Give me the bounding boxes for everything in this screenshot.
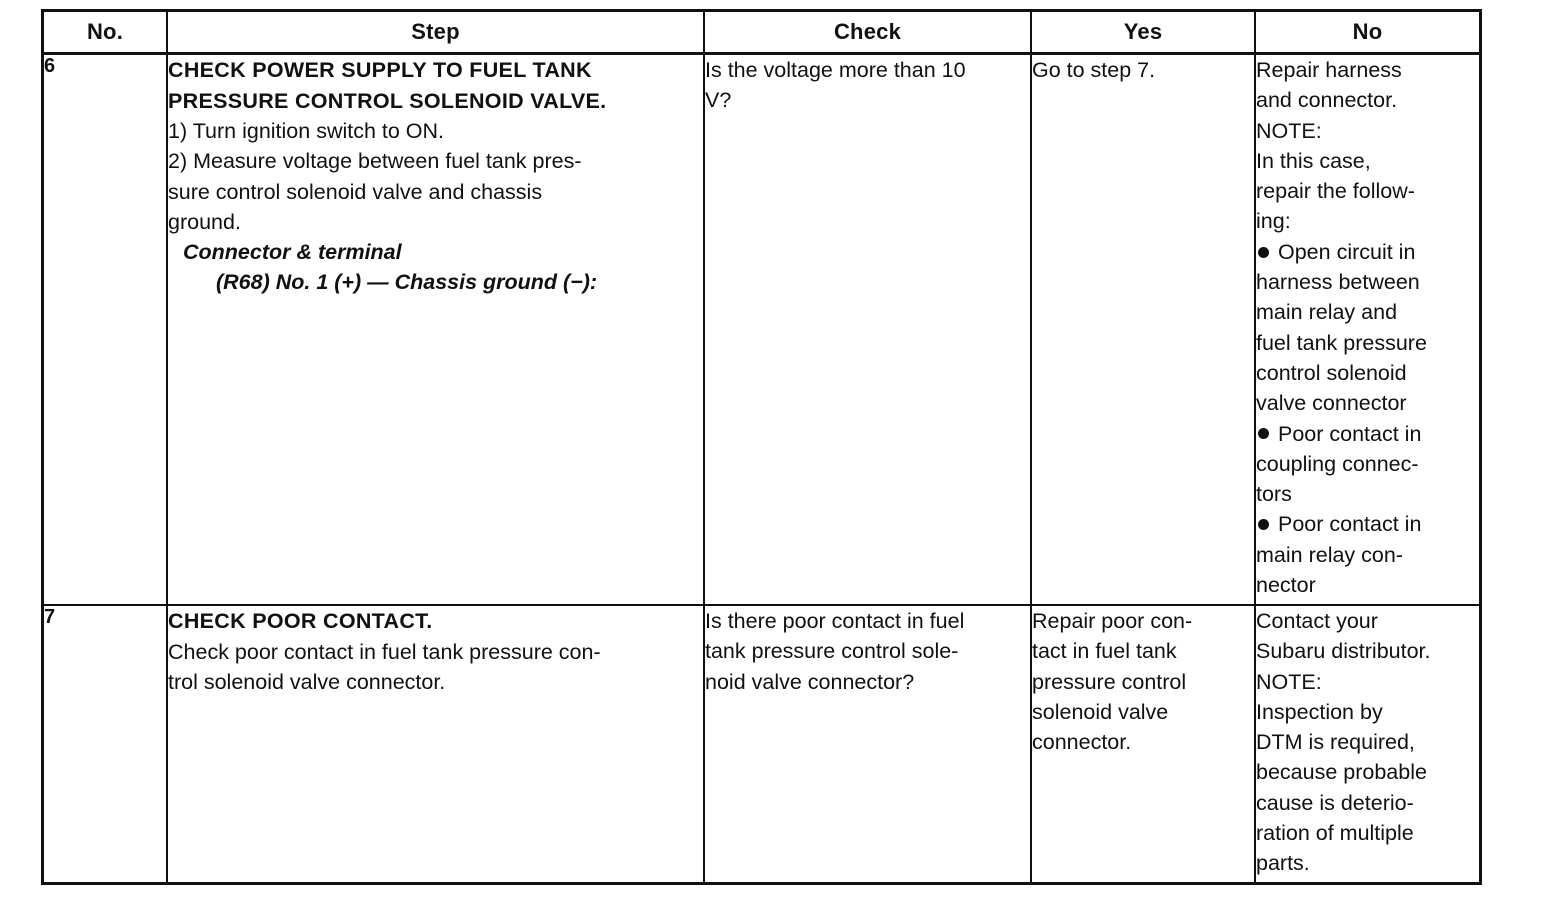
bullet-icon xyxy=(1258,519,1269,530)
step-text-line: 1) Turn ignition switch to ON. xyxy=(168,119,445,143)
step-title xyxy=(168,55,703,116)
check-text-line: noid valve connector? xyxy=(705,669,915,694)
bullet-text-line: main relay and xyxy=(1256,300,1398,325)
step-cell xyxy=(167,54,704,606)
bullet-text-line: harness between xyxy=(1256,270,1420,295)
table-row xyxy=(44,605,1479,884)
header-yes: Yes xyxy=(1031,12,1255,54)
bullet-text-line: valve connector xyxy=(1256,391,1407,416)
step-cell xyxy=(167,605,704,884)
no-text-line: Repair harness xyxy=(1256,58,1402,82)
bullet-text-line: control solenoid xyxy=(1256,360,1407,385)
bullet-item xyxy=(1256,509,1479,600)
bullet-text-line: Open circuit in xyxy=(1278,239,1416,264)
no-text-line: Contact your xyxy=(1256,609,1378,633)
no-text-line: and connector. xyxy=(1256,88,1398,113)
check-cell xyxy=(704,605,1031,884)
check-cell xyxy=(704,54,1031,606)
step-title-line: PRESSURE CONTROL SOLENOID VALVE. xyxy=(168,88,607,113)
bullet-text-line: main relay con- xyxy=(1256,542,1403,567)
step-text-line: sure control solenoid valve and chassis xyxy=(168,179,543,204)
header-check: Check xyxy=(704,12,1031,54)
yes-cell xyxy=(1031,54,1255,606)
bullet-text-line: coupling connec- xyxy=(1256,451,1419,476)
step-text-line: ground. xyxy=(168,209,241,234)
check-text-line: tank pressure control sole- xyxy=(705,639,959,664)
no-text-line: cause is deterio- xyxy=(1256,790,1414,815)
bullet-icon xyxy=(1258,428,1269,439)
check-text-line: V? xyxy=(705,88,732,113)
check-text-line: Is the voltage more than 10 xyxy=(705,58,966,82)
step-text-line: trol solenoid valve connector. xyxy=(168,669,446,694)
yes-text-line: solenoid valve xyxy=(1032,699,1169,724)
check-text-line: Is there poor contact in fuel xyxy=(705,609,965,633)
no-text-line: ration of multiple xyxy=(1256,821,1414,846)
bullet-text-line: fuel tank pressure xyxy=(1256,330,1427,355)
step-text-line: Check poor contact in fuel tank pressure con- xyxy=(168,639,601,664)
yes-text-line: Repair poor con- xyxy=(1032,609,1193,633)
bullet-item xyxy=(1256,419,1479,510)
diagnostic-table-frame xyxy=(41,9,1482,885)
yes-text-line: pressure control xyxy=(1032,669,1187,694)
bullet-text-line: nector xyxy=(1256,573,1316,598)
step-title-line: CHECK POOR CONTACT. xyxy=(168,609,433,633)
no-cell xyxy=(1255,605,1479,884)
header-step: Step xyxy=(167,12,704,54)
yes-cell xyxy=(1031,605,1255,884)
bullet-icon xyxy=(1258,247,1269,258)
no-text-line: Inspection by xyxy=(1256,699,1383,724)
step-title-line: CHECK POWER SUPPLY TO FUEL TANK xyxy=(168,58,592,82)
connector-terminal: (R68) No. 1 (+) — Chassis ground (−): xyxy=(216,270,598,295)
header-row xyxy=(44,12,1479,54)
no-text-line: NOTE: xyxy=(1256,118,1322,143)
no-cell xyxy=(1255,54,1479,606)
bullet-text-line: Poor contact in xyxy=(1278,421,1422,446)
no-text-line: NOTE: xyxy=(1256,669,1322,694)
connector-heading: Connector & terminal xyxy=(183,240,402,265)
no-text-line: In this case, xyxy=(1256,148,1371,173)
no-text-line: ing: xyxy=(1256,209,1291,234)
no-text-line: parts. xyxy=(1256,851,1310,876)
no-text-line: because probable xyxy=(1256,760,1427,785)
diagnostic-table xyxy=(44,12,1479,884)
step-text-line: 2) Measure voltage between fuel tank pres- xyxy=(168,149,582,174)
bullet-text-line: tors xyxy=(1256,482,1292,507)
no-text-line: DTM is required, xyxy=(1256,730,1415,755)
header-no: No. xyxy=(44,12,167,54)
header-no-result: No xyxy=(1255,12,1479,54)
yes-text-line: Go to step 7. xyxy=(1032,58,1156,82)
no-text-line: repair the follow- xyxy=(1256,179,1415,204)
bullet-text-line: Poor contact in xyxy=(1278,512,1422,537)
table-row xyxy=(44,54,1479,606)
no-text-line: Subaru distributor. xyxy=(1256,639,1431,664)
step-title xyxy=(168,606,703,637)
yes-text-line: tact in fuel tank xyxy=(1032,639,1177,664)
step-number: 6 xyxy=(44,54,167,606)
step-number: 7 xyxy=(44,605,167,884)
bullet-item xyxy=(1256,237,1479,419)
yes-text-line: connector. xyxy=(1032,730,1132,755)
